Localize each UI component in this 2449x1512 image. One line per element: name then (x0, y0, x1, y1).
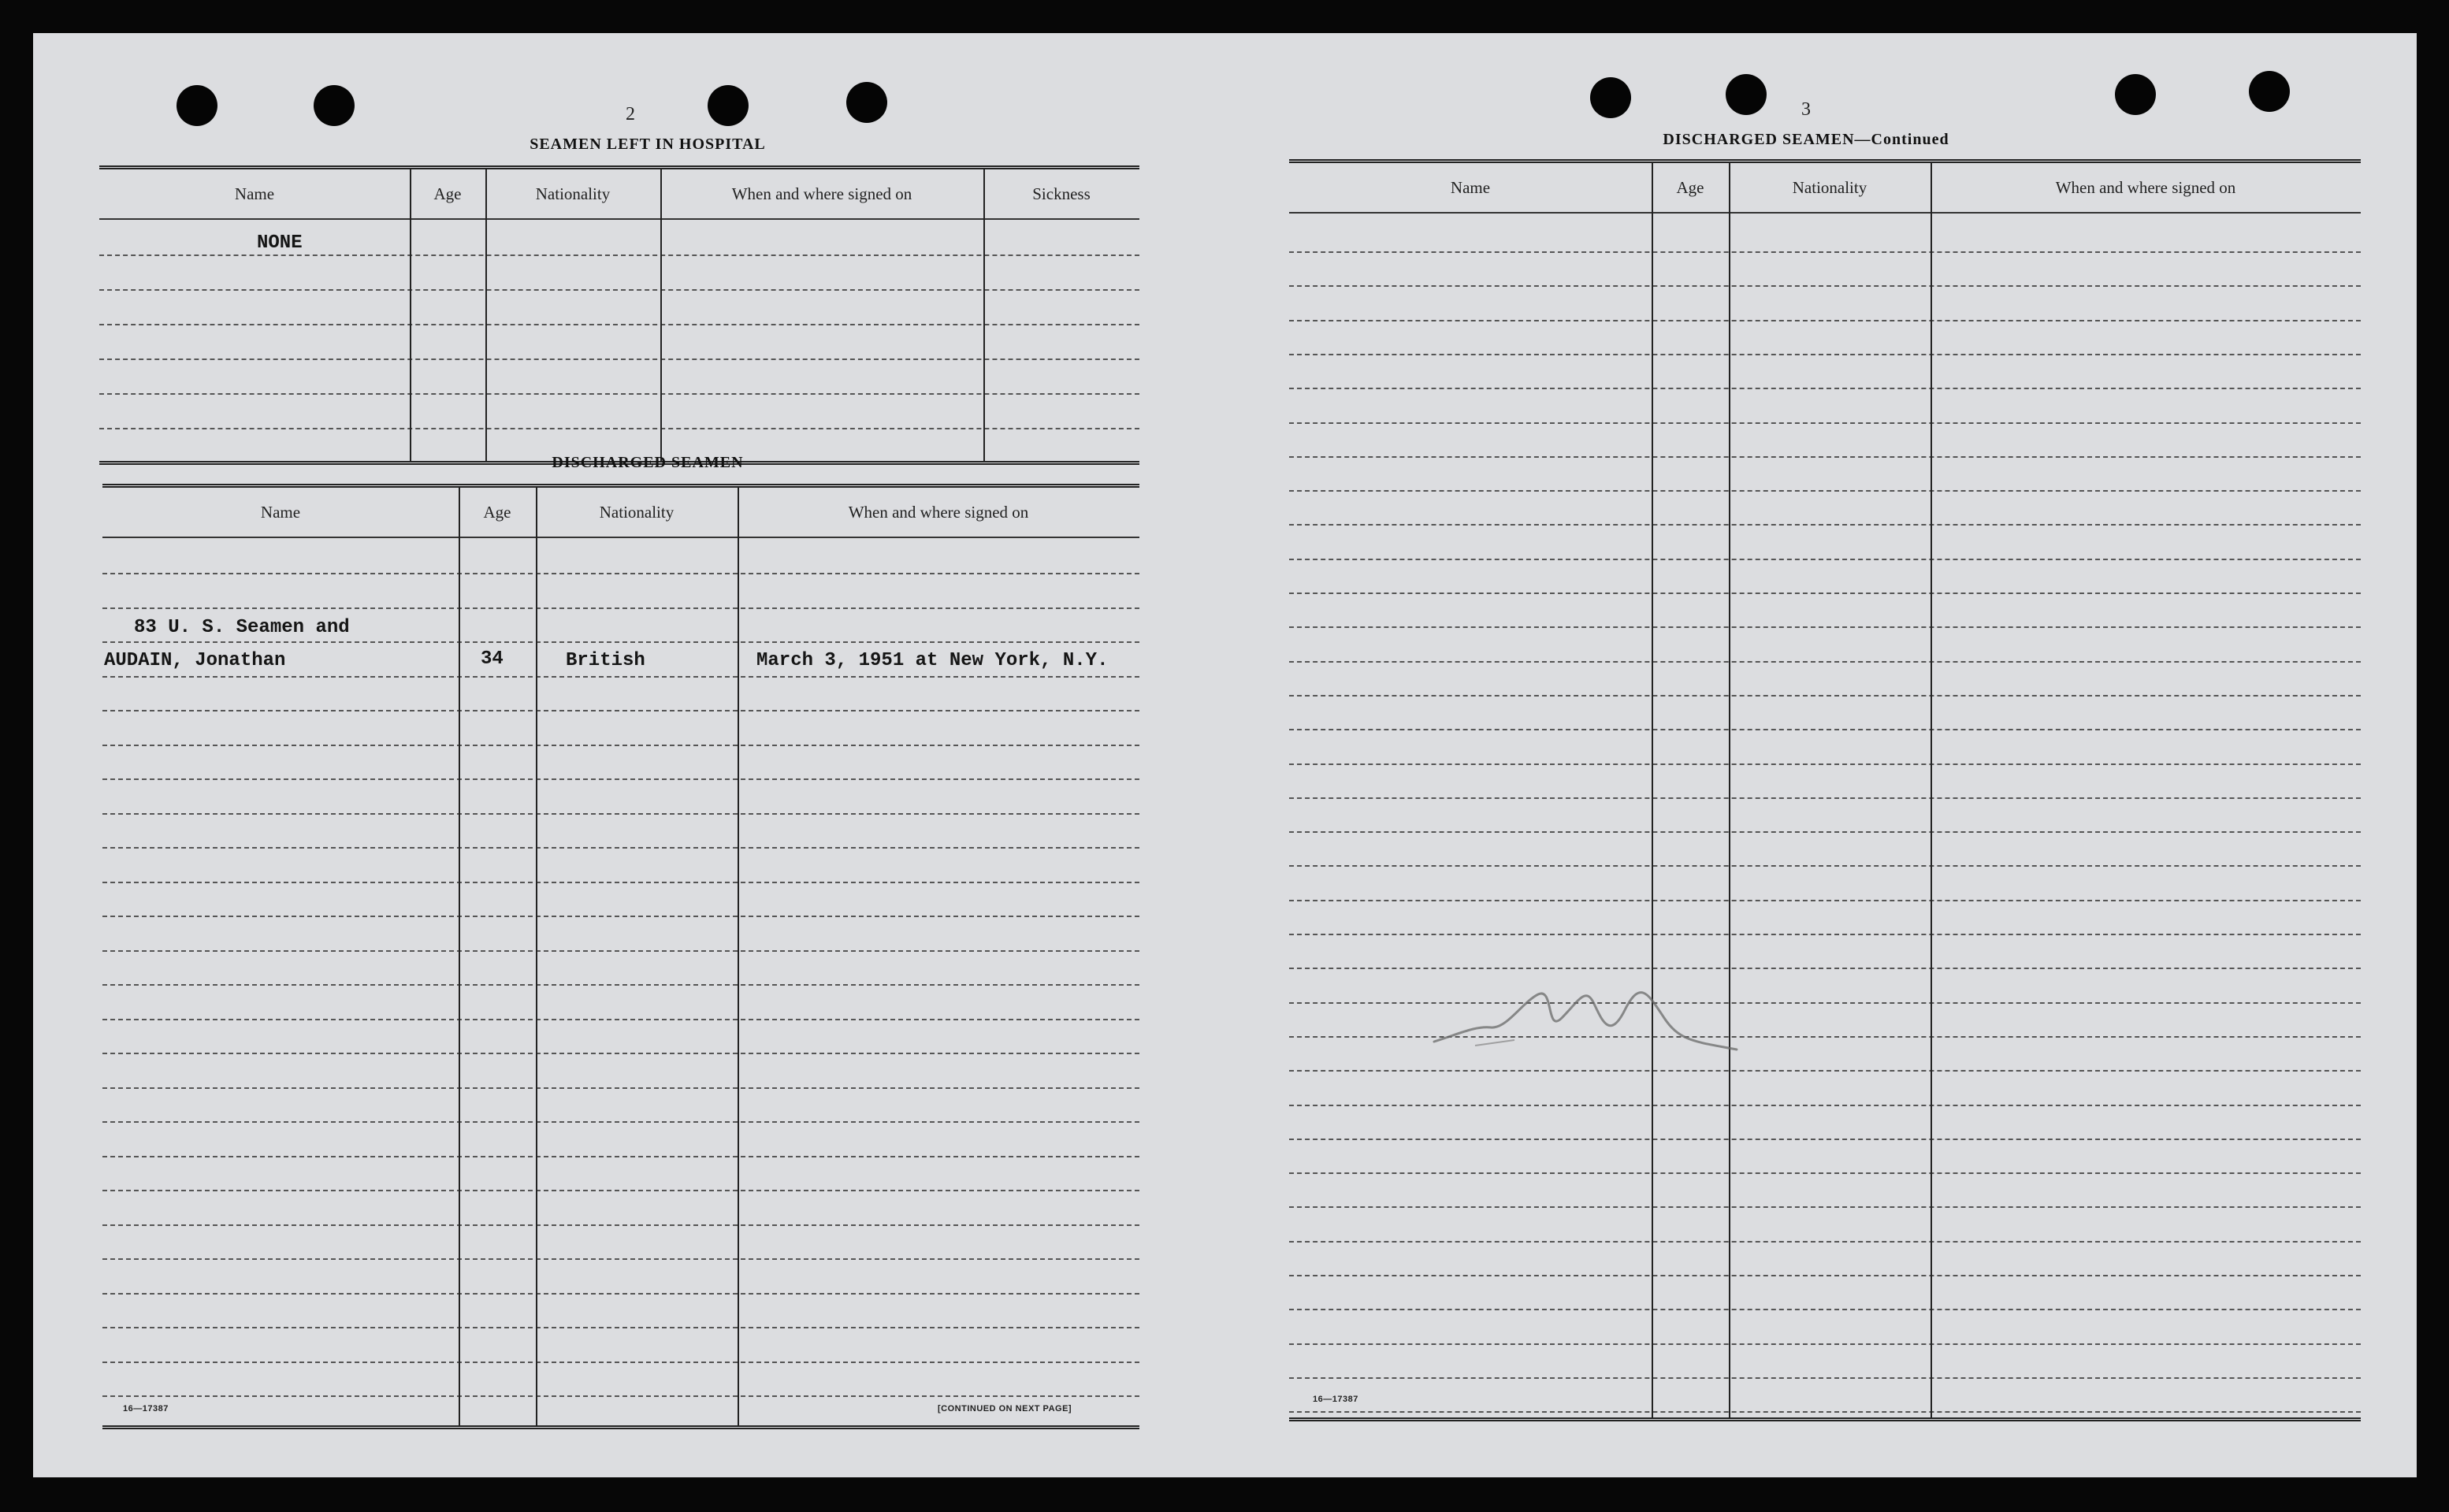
row-rule (1289, 1309, 2361, 1310)
page-number-right: 3 (1801, 99, 1811, 120)
row-rule (1289, 1275, 2361, 1276)
row-rule (102, 1121, 1139, 1123)
column-divider (1931, 163, 1932, 1419)
discharged-row-nationality: British (566, 650, 645, 671)
row-rule (102, 1293, 1139, 1295)
row-rule (102, 676, 1139, 678)
row-rule (1289, 661, 2361, 663)
col-header-name: Name (102, 488, 459, 538)
row-rule (102, 1053, 1139, 1054)
row-rule (1289, 831, 2361, 833)
row-rule (1289, 1206, 2361, 1208)
row-rule (1289, 1172, 2361, 1174)
col-header-nationality: Nationality (485, 169, 660, 220)
form-number-right: 16—17387 (1313, 1395, 1358, 1404)
row-rule (102, 1395, 1139, 1397)
hospital-entry-none: NONE (257, 232, 303, 254)
row-rule (102, 950, 1139, 952)
column-divider (536, 488, 537, 1427)
row-rule (1289, 422, 2361, 424)
handwritten-signature (1428, 971, 1743, 1065)
discharged-section-title: DISCHARGED SEAMEN (552, 454, 744, 471)
col-header-age: Age (459, 488, 536, 538)
column-divider (1652, 163, 1653, 1419)
discharged-row-signed-on: March 3, 1951 at New York, N.Y. (756, 650, 1109, 671)
discharged-note: 83 U. S. Seamen and (134, 617, 350, 638)
row-rule (1289, 456, 2361, 458)
row-rule (1289, 490, 2361, 492)
punch-hole (177, 85, 217, 126)
column-divider (410, 169, 411, 463)
row-rule (102, 984, 1139, 986)
row-rule (102, 607, 1139, 609)
row-rule (102, 882, 1139, 883)
row-rule (102, 1087, 1139, 1089)
row-rule (102, 745, 1139, 746)
column-divider (983, 169, 985, 463)
row-rule (1289, 1343, 2361, 1345)
discharged-continued-title: DISCHARGED SEAMEN—Continued (1663, 131, 1949, 148)
row-rule (102, 813, 1139, 815)
row-rule (1289, 695, 2361, 697)
document-sheet (33, 33, 2417, 1477)
row-rule (102, 847, 1139, 849)
row-rule (102, 641, 1139, 643)
row-rule (102, 778, 1139, 780)
punch-hole (846, 82, 887, 123)
row-rule (1289, 1105, 2361, 1106)
row-rule (1289, 797, 2361, 799)
row-rule (1289, 626, 2361, 628)
row-rule (1289, 729, 2361, 730)
continued-note: [CONTINUED ON NEXT PAGE] (938, 1404, 1072, 1414)
column-divider (1729, 163, 1730, 1419)
punch-hole (2249, 71, 2290, 112)
col-header-sickness: Sickness (983, 169, 1139, 220)
row-rule (1289, 593, 2361, 594)
row-rule (102, 1019, 1139, 1020)
col-header-signed-on: When and where signed on (1931, 163, 2361, 214)
discharged-table-left (102, 484, 1139, 1429)
row-rule (1289, 524, 2361, 526)
row-rule (102, 1156, 1139, 1157)
punch-hole (314, 85, 355, 126)
hospital-table (99, 165, 1139, 465)
row-rule (1289, 1241, 2361, 1243)
row-rule (102, 1258, 1139, 1260)
col-header-nationality: Nationality (1729, 163, 1931, 214)
discharged-row-name: AUDAIN, Jonathan (104, 650, 286, 671)
punch-hole (1590, 77, 1631, 118)
col-header-signed-on: When and where signed on (738, 488, 1139, 538)
form-number-left: 16—17387 (123, 1404, 169, 1414)
row-rule (1289, 934, 2361, 935)
row-rule (1289, 388, 2361, 389)
col-header-name: Name (99, 169, 410, 220)
row-rule (102, 916, 1139, 917)
row-rule (1289, 865, 2361, 867)
row-rule (102, 1327, 1139, 1328)
row-rule (102, 1224, 1139, 1226)
hospital-section-title: SEAMEN LEFT IN HOSPITAL (530, 136, 766, 153)
row-rule (102, 710, 1139, 711)
row-rule (102, 573, 1139, 574)
col-header-nationality: Nationality (536, 488, 738, 538)
column-divider (738, 488, 739, 1427)
row-rule (1289, 968, 2361, 969)
col-header-age: Age (410, 169, 485, 220)
row-rule (1289, 1139, 2361, 1140)
row-rule (1289, 354, 2361, 355)
discharged-table-right (1289, 159, 2361, 1421)
row-rule (1289, 1070, 2361, 1072)
column-divider (485, 169, 487, 463)
col-header-signed-on: When and where signed on (660, 169, 983, 220)
row-rule (1289, 559, 2361, 560)
row-rule (102, 1362, 1139, 1363)
row-rule (1289, 285, 2361, 287)
column-divider (660, 169, 662, 463)
row-rule (1289, 320, 2361, 321)
col-header-name: Name (1289, 163, 1652, 214)
row-rule (1289, 251, 2361, 253)
punch-hole (2115, 74, 2156, 115)
row-rule (102, 1190, 1139, 1191)
row-rule (1289, 1377, 2361, 1379)
column-divider (459, 488, 460, 1427)
row-rule (1289, 1411, 2361, 1413)
discharged-row-age: 34 (481, 648, 504, 670)
punch-hole (708, 85, 749, 126)
row-rule (1289, 763, 2361, 765)
row-rule (1289, 900, 2361, 901)
col-header-age: Age (1652, 163, 1729, 214)
page-number-left: 2 (626, 104, 635, 124)
punch-hole (1726, 74, 1767, 115)
